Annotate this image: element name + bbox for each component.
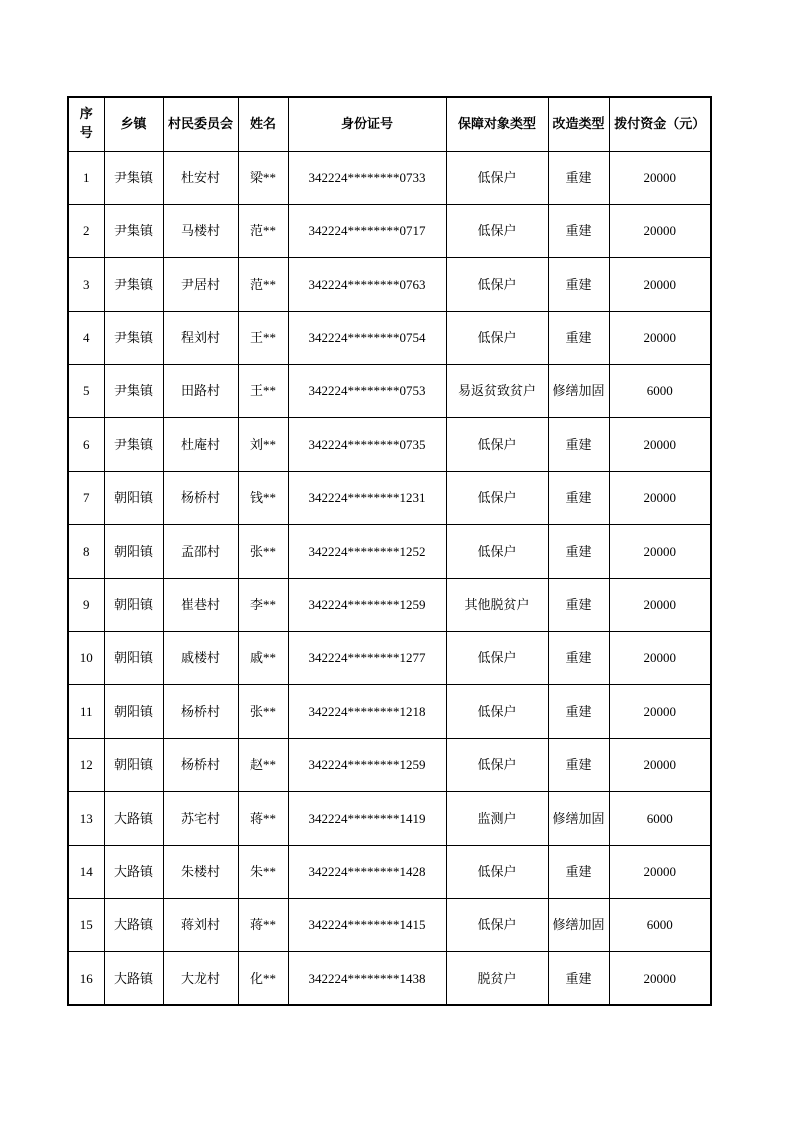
cell-name: 朱** [238,845,288,898]
cell-serial: 1 [68,151,104,204]
cell-name: 王** [238,365,288,418]
cell-name: 张** [238,685,288,738]
table-row [68,151,711,204]
table-row [68,632,711,685]
cell-serial: 4 [68,311,104,364]
cell-subject-type: 低保户 [446,845,548,898]
cell-subject-type: 其他脱贫户 [446,578,548,631]
cell-renovation-type: 重建 [548,525,609,578]
table-row [68,365,711,418]
cell-township: 大路镇 [104,845,163,898]
cell-village-committee: 杨桥村 [163,471,238,524]
cell-renovation-type: 修缮加固 [548,365,609,418]
cell-renovation-type: 重建 [548,204,609,257]
cell-name: 戚** [238,632,288,685]
cell-serial: 2 [68,204,104,257]
cell-serial: 11 [68,685,104,738]
cell-village-committee: 杨桥村 [163,738,238,791]
cell-renovation-type: 修缮加固 [548,898,609,951]
cell-village-committee: 崔巷村 [163,578,238,631]
cell-township: 尹集镇 [104,151,163,204]
cell-id-number: 342224********1259 [288,738,446,791]
cell-township: 朝阳镇 [104,578,163,631]
cell-subject-type: 低保户 [446,311,548,364]
cell-subject-type: 低保户 [446,898,548,951]
cell-name: 钱** [238,471,288,524]
column-header-id-number: 身份证号 [288,97,446,151]
cell-id-number: 342224********1218 [288,685,446,738]
cell-name: 张** [238,525,288,578]
cell-village-committee: 杜庵村 [163,418,238,471]
cell-name: 赵** [238,738,288,791]
cell-allocated-funds: 20000 [609,418,711,471]
table-header [68,97,711,151]
cell-renovation-type: 重建 [548,845,609,898]
cell-allocated-funds: 20000 [609,685,711,738]
cell-allocated-funds: 20000 [609,578,711,631]
cell-serial: 12 [68,738,104,791]
table-row [68,418,711,471]
cell-allocated-funds: 20000 [609,738,711,791]
cell-allocated-funds: 20000 [609,204,711,257]
cell-id-number: 342224********0733 [288,151,446,204]
cell-name: 化** [238,952,288,1005]
cell-allocated-funds: 20000 [609,632,711,685]
cell-name: 范** [238,258,288,311]
cell-subject-type: 低保户 [446,525,548,578]
table-row [68,311,711,364]
table-row [68,578,711,631]
table-row [68,204,711,257]
cell-renovation-type: 重建 [548,578,609,631]
cell-subject-type: 低保户 [446,151,548,204]
cell-serial: 13 [68,792,104,845]
cell-serial: 8 [68,525,104,578]
table-row [68,685,711,738]
cell-village-committee: 大龙村 [163,952,238,1005]
cell-township: 尹集镇 [104,258,163,311]
table-row [68,845,711,898]
column-header-serial-label: 序号 [79,106,93,141]
cell-allocated-funds: 20000 [609,151,711,204]
cell-allocated-funds: 20000 [609,845,711,898]
cell-serial: 10 [68,632,104,685]
cell-township: 朝阳镇 [104,525,163,578]
table-row [68,525,711,578]
cell-renovation-type: 重建 [548,685,609,738]
cell-village-committee: 杜安村 [163,151,238,204]
cell-renovation-type: 重建 [548,311,609,364]
cell-serial: 3 [68,258,104,311]
cell-village-committee: 马楼村 [163,204,238,257]
cell-township: 朝阳镇 [104,471,163,524]
cell-name: 蒋** [238,898,288,951]
cell-subject-type: 低保户 [446,258,548,311]
cell-serial: 14 [68,845,104,898]
table-row [68,952,711,1005]
cell-serial: 9 [68,578,104,631]
cell-township: 尹集镇 [104,311,163,364]
column-header-serial [68,97,104,151]
table-row [68,898,711,951]
cell-village-committee: 程刘村 [163,311,238,364]
cell-renovation-type: 修缮加固 [548,792,609,845]
cell-id-number: 342224********0735 [288,418,446,471]
cell-subject-type: 低保户 [446,471,548,524]
cell-name: 蒋** [238,792,288,845]
cell-subject-type: 低保户 [446,204,548,257]
column-header-village-committee: 村民委员会 [163,97,238,151]
cell-name: 范** [238,204,288,257]
cell-serial: 16 [68,952,104,1005]
cell-subject-type: 低保户 [446,685,548,738]
cell-id-number: 342224********1277 [288,632,446,685]
cell-id-number: 342224********1415 [288,898,446,951]
cell-allocated-funds: 20000 [609,471,711,524]
cell-name: 梁** [238,151,288,204]
cell-allocated-funds: 6000 [609,898,711,951]
cell-allocated-funds: 6000 [609,792,711,845]
cell-serial: 5 [68,365,104,418]
cell-id-number: 342224********1259 [288,578,446,631]
cell-renovation-type: 重建 [548,151,609,204]
cell-name: 刘** [238,418,288,471]
cell-township: 尹集镇 [104,365,163,418]
cell-serial: 15 [68,898,104,951]
cell-renovation-type: 重建 [548,418,609,471]
cell-serial: 6 [68,418,104,471]
column-header-name: 姓名 [238,97,288,151]
cell-id-number: 342224********1231 [288,471,446,524]
cell-id-number: 342224********1252 [288,525,446,578]
cell-subject-type: 低保户 [446,418,548,471]
cell-id-number: 342224********1419 [288,792,446,845]
cell-id-number: 342224********1428 [288,845,446,898]
cell-subject-type: 低保户 [446,738,548,791]
cell-id-number: 342224********0754 [288,311,446,364]
cell-renovation-type: 重建 [548,258,609,311]
column-header-renovation-type: 改造类型 [548,97,609,151]
cell-allocated-funds: 20000 [609,952,711,1005]
cell-village-committee: 田路村 [163,365,238,418]
cell-township: 朝阳镇 [104,738,163,791]
table-row [68,258,711,311]
cell-township: 尹集镇 [104,418,163,471]
cell-village-committee: 苏宅村 [163,792,238,845]
cell-village-committee: 孟邵村 [163,525,238,578]
cell-renovation-type: 重建 [548,952,609,1005]
subsidy-table [67,96,712,1006]
cell-township: 尹集镇 [104,204,163,257]
cell-township: 大路镇 [104,898,163,951]
cell-township: 朝阳镇 [104,632,163,685]
header-row [68,97,711,151]
cell-subject-type: 监测户 [446,792,548,845]
cell-renovation-type: 重建 [548,471,609,524]
cell-name: 王** [238,311,288,364]
cell-id-number: 342224********1438 [288,952,446,1005]
cell-township: 朝阳镇 [104,685,163,738]
cell-id-number: 342224********0763 [288,258,446,311]
cell-subject-type: 脱贫户 [446,952,548,1005]
cell-village-committee: 戚楼村 [163,632,238,685]
cell-subject-type: 易返贫致贫户 [446,365,548,418]
column-header-township: 乡镇 [104,97,163,151]
cell-village-committee: 杨桥村 [163,685,238,738]
table-row [68,792,711,845]
cell-name: 李** [238,578,288,631]
cell-serial: 7 [68,471,104,524]
cell-village-committee: 蒋刘村 [163,898,238,951]
table-row [68,471,711,524]
cell-village-committee: 朱楼村 [163,845,238,898]
cell-village-committee: 尹居村 [163,258,238,311]
cell-allocated-funds: 6000 [609,365,711,418]
cell-renovation-type: 重建 [548,738,609,791]
cell-allocated-funds: 20000 [609,525,711,578]
cell-allocated-funds: 20000 [609,258,711,311]
column-header-subject-type: 保障对象类型 [446,97,548,151]
cell-id-number: 342224********0717 [288,204,446,257]
column-header-allocated-funds: 拨付资金（元） [609,97,711,151]
cell-township: 大路镇 [104,792,163,845]
cell-renovation-type: 重建 [548,632,609,685]
cell-id-number: 342224********0753 [288,365,446,418]
cell-township: 大路镇 [104,952,163,1005]
table-body [68,151,711,1005]
cell-allocated-funds: 20000 [609,311,711,364]
table-row [68,738,711,791]
cell-subject-type: 低保户 [446,632,548,685]
